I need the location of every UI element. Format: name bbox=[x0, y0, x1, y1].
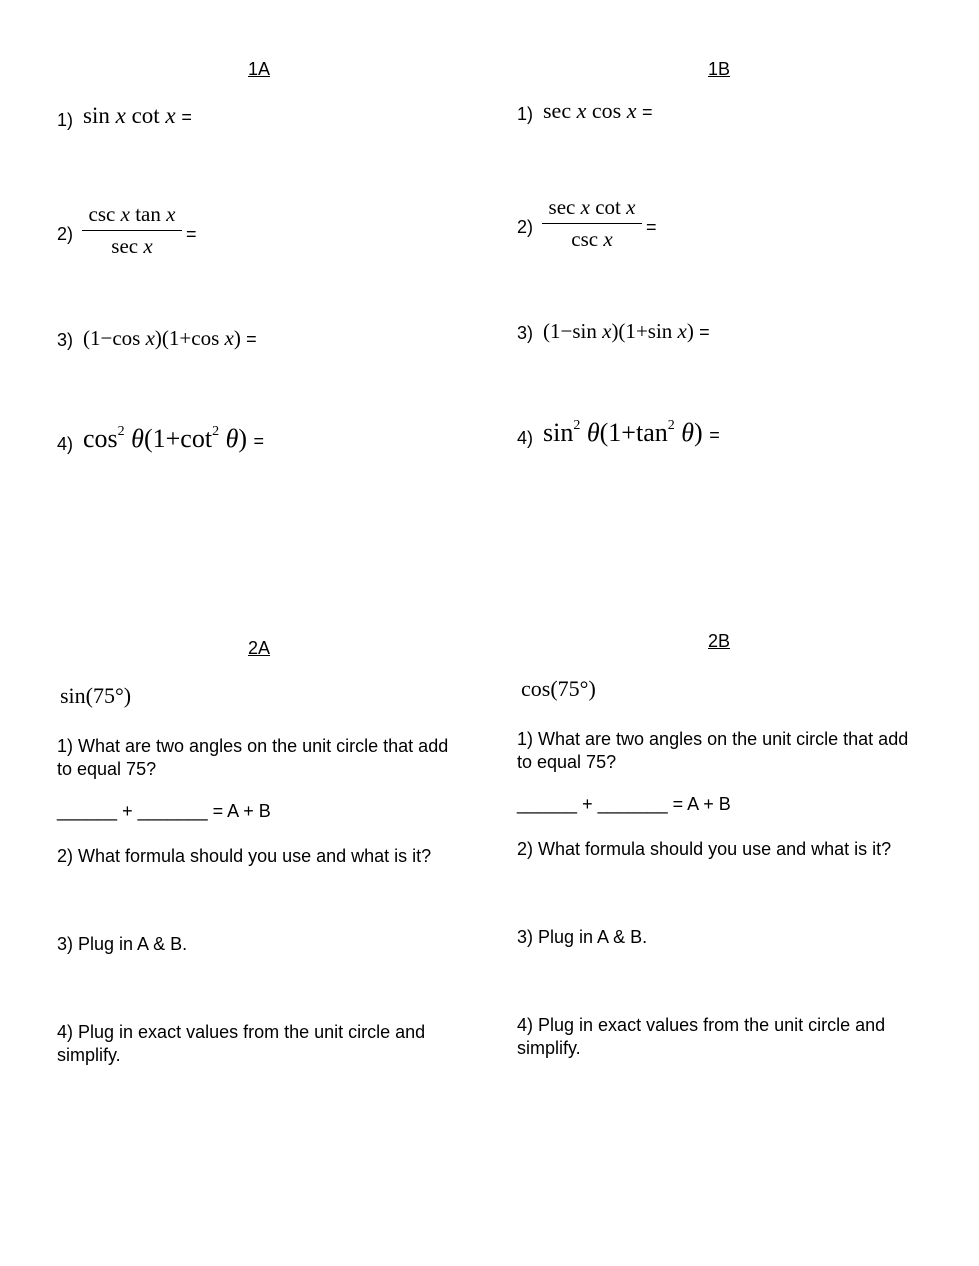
fraction: csc x tan x sec x bbox=[82, 202, 182, 259]
question-4: 4) Plug in exact values from the unit circle and simplify. bbox=[517, 1015, 886, 1058]
question-3: 3) Plug in A & B. bbox=[57, 934, 188, 954]
problem-number: 2) bbox=[517, 217, 534, 237]
question-4: 4) Plug in exact values from the unit circle and simplify. bbox=[57, 1022, 426, 1065]
fraction: sec x cot x csc x bbox=[542, 195, 642, 252]
question-1: 1) What are two angles on the unit circle that add to equal 75? bbox=[57, 736, 449, 779]
problem-number: 3) bbox=[57, 330, 74, 350]
question-2: 2) What formula should you use and what is it? bbox=[517, 839, 892, 859]
section-header-2B: 2B bbox=[707, 631, 731, 651]
section-header-2A: 2A bbox=[247, 638, 271, 658]
problem-number: 4) bbox=[57, 434, 74, 454]
expression: (1−cos x)(1+cos x) = bbox=[83, 326, 257, 350]
expression: $\cos^2 \theta(1+\cot^2$ θ) = bbox=[83, 424, 265, 453]
expression: (1−sin x)(1+sin x) = bbox=[543, 319, 710, 343]
expression: $\sin^2 \theta(1+\tan^2$ θ) = bbox=[543, 418, 720, 447]
section-header-1B: 1B bbox=[707, 59, 731, 79]
answer-blank: ______ + _______ = A + B bbox=[517, 794, 731, 814]
problem-number: 1) bbox=[517, 104, 534, 124]
expression-cos75: cos(75°) bbox=[521, 676, 596, 701]
section-header-1A: 1A bbox=[247, 59, 271, 79]
question-2: 2) What formula should you use and what is it? bbox=[57, 846, 432, 866]
problem-number: 3) bbox=[517, 323, 534, 343]
problem-number: 1) bbox=[57, 110, 74, 130]
answer-blank: ______ + _______ = A + B bbox=[57, 801, 271, 821]
question-3: 3) Plug in A & B. bbox=[517, 927, 648, 947]
expression-sin75: sin(75°) bbox=[60, 683, 132, 708]
question-1: 1) What are two angles on the unit circle that add to equal 75? bbox=[517, 729, 909, 772]
expression: sec x cos x = bbox=[543, 98, 653, 123]
problem-number: 4) bbox=[517, 428, 534, 448]
problem-number: 2) bbox=[57, 224, 74, 244]
expression: sin x cot x = bbox=[83, 103, 192, 128]
